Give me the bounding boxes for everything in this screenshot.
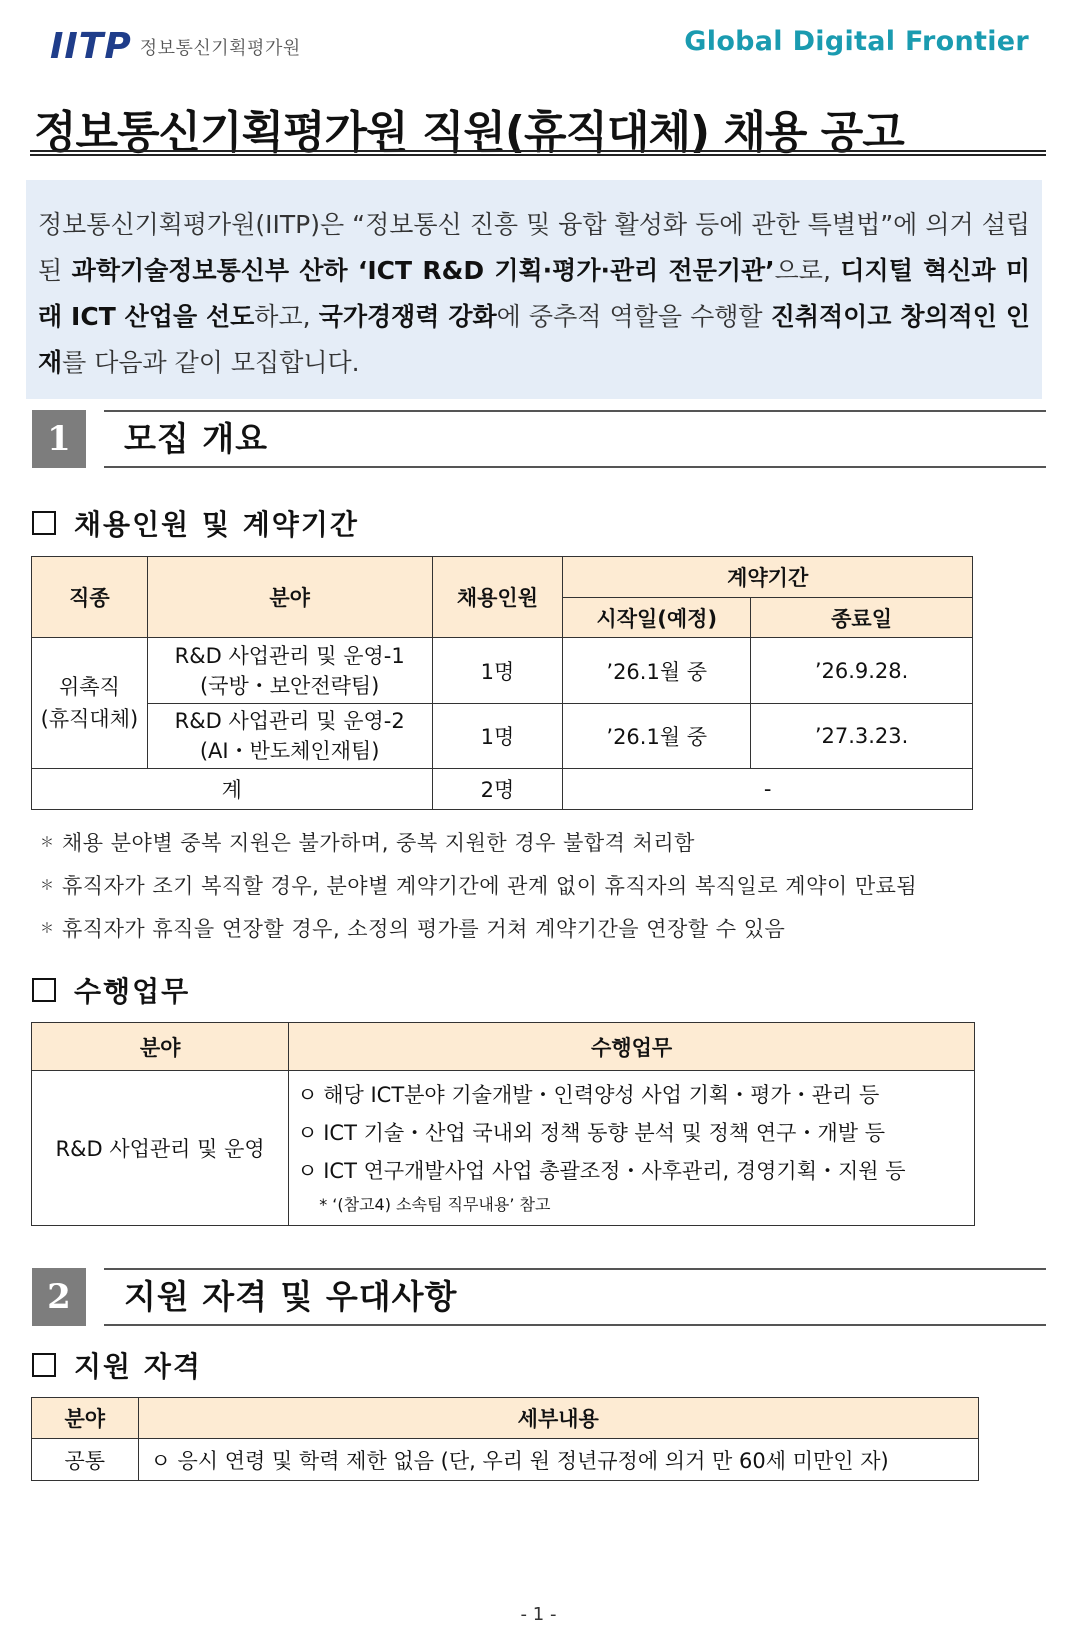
type-line: (휴직대체) (40, 707, 139, 731)
intro-bold: 진취적이고 창의적인 인재 (38, 302, 1030, 377)
header-count: 채용인원 (432, 557, 563, 638)
duty-item (297, 1114, 966, 1152)
intro-box (26, 180, 1042, 399)
type-line: 위촉직 (59, 675, 120, 699)
note-item (40, 865, 917, 908)
recruit-notes (40, 822, 917, 951)
section-2-header (32, 1268, 1046, 1328)
duty-reference: * ‘(참고4) 소속팀 직무내용’ 참고 (319, 1195, 551, 1214)
header-end: 종료일 (751, 598, 973, 638)
section-title: 모집 개요 (104, 410, 1046, 468)
header-type: 직종 (32, 557, 148, 638)
bullet-icon: ㅇ (297, 1121, 318, 1145)
total-period: - (563, 769, 973, 810)
qualification-table (31, 1397, 979, 1481)
duty-item (297, 1152, 966, 1190)
duties-subheading (32, 970, 190, 1010)
intro-text: 를 다음과 같이 모집합니다. (62, 348, 360, 377)
duty-text: ICT 기술・산업 국내외 정책 동향 분석 및 정책 연구・개발 등 (323, 1121, 885, 1145)
page-title: 정보통신기획평가원 직원(휴직대체) 채용 공고 (34, 107, 904, 158)
start-cell: ’26.1월 중 (563, 638, 751, 704)
note-text: 채용 분야별 중복 지원은 불가하며, 중복 지원한 경우 불합격 처리함 (62, 831, 695, 855)
start-cell: ’26.1월 중 (563, 704, 751, 769)
end-cell: ’27.3.23. (751, 704, 973, 769)
table-row (32, 1439, 979, 1481)
page-number: - 1 - (520, 1604, 557, 1625)
note-item (40, 908, 917, 951)
intro-bold: 과학기술정보통신부 산하 ‘ICT R&D 기획·평가·관리 전문기관’ (71, 256, 775, 285)
logo-text: 정보통신기획평가원 (139, 37, 301, 59)
duties-table (31, 1022, 975, 1226)
duty-list-cell (289, 1071, 975, 1226)
total-row (32, 769, 973, 810)
intro-text: 정보통신기획평가원(IITP)은 “정보통신 진흥 및 융합 활성화 등에 관한 특별법”에 의거 설립된 (38, 210, 1030, 285)
duty-field-cell: R&D 사업관리 및 운영 (32, 1071, 289, 1226)
section-title: 지원 자격 및 우대사항 (104, 1268, 1046, 1326)
recruit-subheading (32, 503, 359, 543)
intro-text: 으로, (774, 256, 841, 285)
subheading-label: 수행업무 (74, 975, 191, 1008)
table-row (32, 704, 973, 769)
intro-text: 하고, (254, 302, 319, 331)
count-cell: 1명 (432, 704, 563, 769)
intro-bold: 디지털 혁신과 미래 ICT 산업을 선도 (38, 256, 1030, 331)
subheading-label: 지원 자격 (74, 1350, 202, 1383)
field-line: (국방・보안전략팀) (199, 673, 380, 698)
duty-item (297, 1076, 966, 1114)
asterisk-icon: ＊ (40, 835, 55, 851)
field-cell (147, 704, 432, 769)
duty-text: 해당 ICT분야 기술개발・인력양성 사업 기획・평가・관리 등 (323, 1083, 880, 1107)
checkbox-icon (32, 511, 56, 535)
note-item (40, 822, 917, 865)
qual-detail-cell: ㅇ 응시 연령 및 학력 제한 없음 (단, 우리 원 정년규정에 의거 만 60세 미만인 자) (138, 1439, 979, 1481)
slogan: Global Digital Frontier (684, 26, 1029, 57)
table-row (32, 1071, 975, 1226)
field-line: R&D 사업관리 및 운영-2 (174, 709, 405, 733)
section-number: 2 (32, 1268, 86, 1326)
logo-mark: IITP (50, 26, 132, 67)
checkbox-icon (32, 978, 56, 1002)
header-start: 시작일(예정) (563, 598, 751, 638)
qual-field-cell: 공통 (32, 1439, 139, 1481)
section-1-header (32, 410, 1046, 470)
type-cell (32, 638, 148, 769)
title-underline (30, 150, 1046, 156)
header-field: 분야 (147, 557, 432, 638)
qualification-subheading (32, 1345, 202, 1385)
header-field: 분야 (32, 1023, 289, 1071)
section-number: 1 (32, 410, 86, 468)
note-text: 휴직자가 조기 복직할 경우, 분야별 계약기간에 관계 없이 휴직자의 복직일로 계약이 만료됨 (62, 874, 918, 898)
end-cell: ’26.9.28. (751, 638, 973, 704)
asterisk-icon: ＊ (40, 921, 55, 937)
iitp-logo (50, 26, 301, 67)
intro-bold: 국가경쟁력 강화 (318, 302, 497, 331)
note-text: 휴직자가 휴직을 연장할 경우, 소정의 평가를 거쳐 계약기간을 연장할 수 있음 (62, 917, 786, 941)
field-line: R&D 사업관리 및 운영-1 (174, 643, 405, 668)
field-cell (147, 638, 432, 704)
intro-text: 에 중추적 역할을 수행할 (496, 302, 771, 331)
bullet-icon: ㅇ (297, 1159, 318, 1183)
count-cell: 1명 (432, 638, 563, 704)
page-header (0, 0, 1077, 90)
header-period: 계약기간 (563, 557, 973, 598)
asterisk-icon: ＊ (40, 878, 55, 894)
subheading-label: 채용인원 및 계약기간 (74, 508, 359, 541)
total-count: 2명 (432, 769, 563, 810)
header-detail: 세부내용 (138, 1398, 979, 1439)
checkbox-icon (32, 1353, 56, 1377)
total-label: 계 (32, 769, 433, 810)
header-duty: 수행업무 (289, 1023, 975, 1071)
recruit-table (31, 556, 973, 810)
field-line: (AI・반도체인재팀) (199, 739, 380, 763)
table-row (32, 638, 973, 704)
bullet-icon: ㅇ (297, 1083, 318, 1107)
duty-text: ICT 연구개발사업 사업 총괄조정・사후관리, 경영기획・지원 등 (323, 1159, 906, 1183)
header-field: 분야 (32, 1398, 139, 1439)
